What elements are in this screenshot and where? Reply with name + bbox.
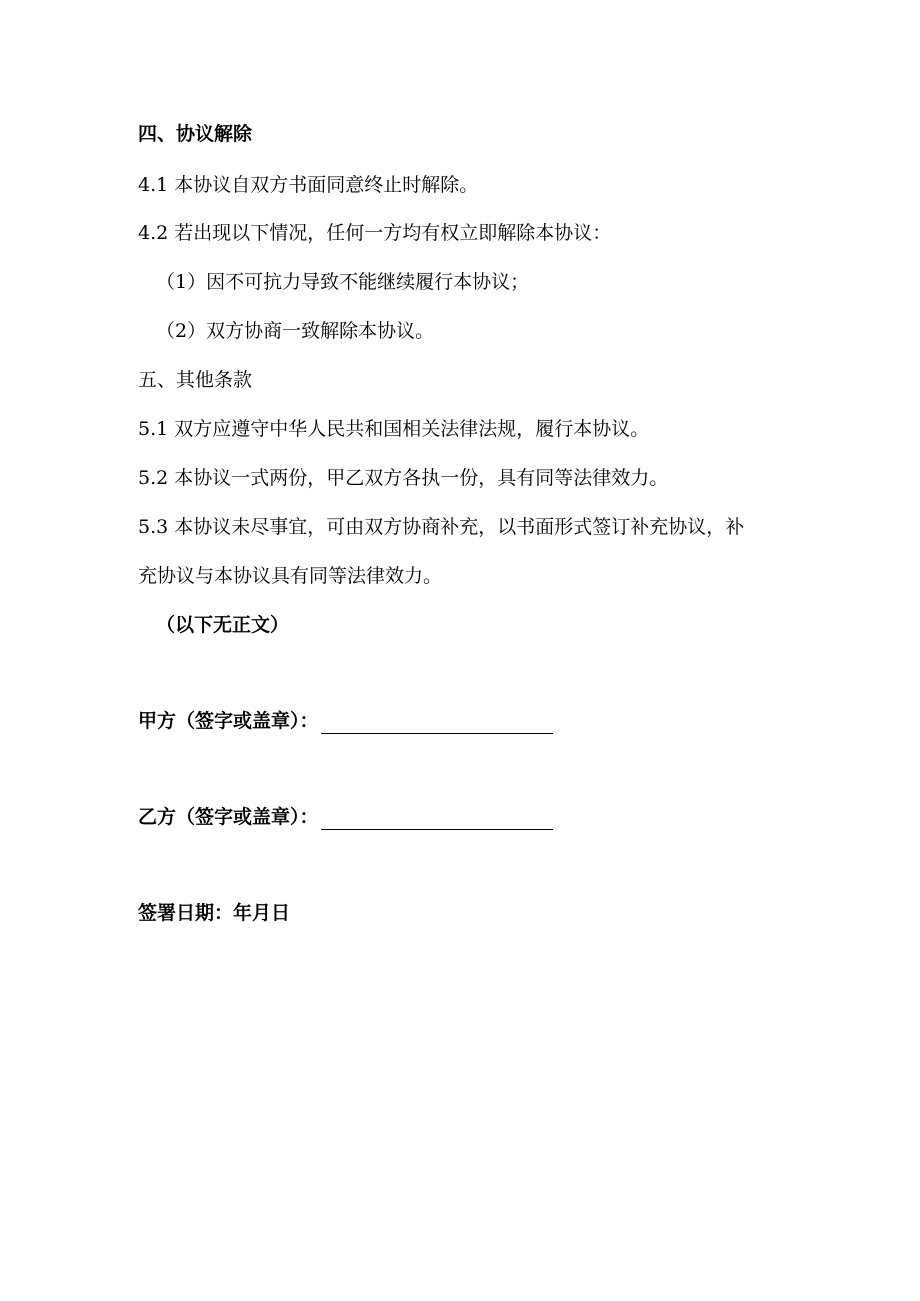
party-b-label: 乙方（签字或盖章）： bbox=[138, 806, 319, 828]
signing-date: 签署日期：年月日 bbox=[138, 902, 291, 924]
party-a-signature-line bbox=[321, 711, 553, 734]
clause-5-1: 5.1 双方应遵守中华人民共和国相关法律法规，履行本协议。 bbox=[138, 418, 650, 440]
clause-4-2-item-2: （2）双方协商一致解除本协议。 bbox=[156, 320, 435, 342]
clause-5-3-line-2: 充协议与本协议具有同等法律效力。 bbox=[138, 565, 443, 587]
party-a-signature-row bbox=[138, 708, 553, 734]
clause-4-2-item-1: （1）因不可抗力导致不能继续履行本协议； bbox=[156, 271, 530, 293]
clause-5-2: 5.2 本协议一式两份，甲乙双方各执一份，具有同等法律效力。 bbox=[138, 467, 669, 489]
party-b-signature-row bbox=[138, 804, 553, 830]
clause-5-3-line-1: 5.3 本协议未尽事宜，可由双方协商补充，以书面形式签订补充协议，补 bbox=[138, 516, 745, 538]
clause-4-2: 4.2 若出现以下情况，任何一方均有权立即解除本协议： bbox=[138, 222, 612, 244]
party-a-label: 甲方（签字或盖章）： bbox=[138, 710, 319, 732]
no-more-text-note: （以下无正文） bbox=[156, 614, 290, 636]
clause-4-1: 4.1 本协议自双方书面同意终止时解除。 bbox=[138, 174, 479, 196]
section-5-heading: 五、其他条款 bbox=[138, 369, 253, 391]
section-4-heading: 四、协议解除 bbox=[138, 123, 253, 145]
party-b-signature-line bbox=[321, 807, 553, 830]
